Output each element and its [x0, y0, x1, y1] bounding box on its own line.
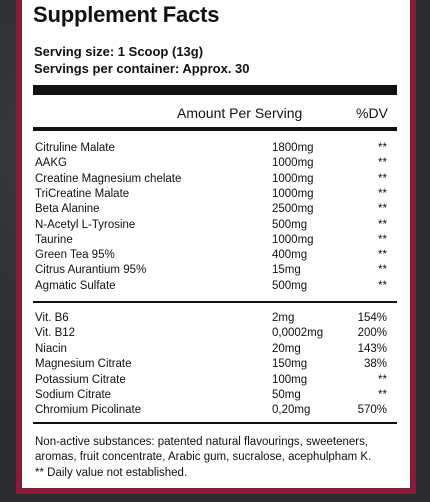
- ingredient-dv: **: [378, 203, 387, 216]
- ingredient-amount: 400mg: [272, 249, 308, 262]
- ingredient-name: Taurine: [35, 233, 73, 246]
- ingredient-dv: **: [378, 157, 387, 170]
- ingredient-row: [22, 312, 410, 328]
- ingredient-name: Green Tea 95%: [35, 249, 115, 262]
- ingredient-row: [22, 389, 410, 405]
- ingredient-name: Creatine Magnesium chelate: [35, 172, 182, 185]
- ingredient-dv: **: [378, 279, 387, 292]
- ingredient-dv: **: [378, 249, 387, 262]
- ingredient-amount: 500mg: [272, 218, 308, 231]
- ingredient-row: [22, 249, 410, 265]
- label-title: Supplement Facts: [33, 2, 220, 27]
- ingredient-dv: **: [378, 172, 387, 185]
- ingredient-amount: 0,20mg: [272, 404, 311, 417]
- serving-size: Serving size: 1 Scoop (13g): [34, 44, 204, 59]
- ingredient-row: [22, 219, 410, 235]
- ingredient-row: [22, 203, 410, 219]
- thick-divider: [33, 85, 397, 95]
- ingredient-amount: 1000mg: [272, 187, 314, 200]
- ingredient-row: [22, 157, 410, 173]
- dv-header: %DV: [356, 105, 388, 121]
- ingredient-row: [22, 280, 410, 296]
- ingredient-amount: 20mg: [272, 342, 301, 355]
- ingredient-row: [22, 142, 410, 158]
- ingredient-amount: 1000mg: [272, 233, 314, 246]
- ingredient-name: Chromium Picolinate: [35, 404, 142, 417]
- ingredient-amount: 500mg: [272, 279, 308, 292]
- ingredient-dv: 38%: [363, 358, 387, 371]
- ingredient-amount: 1000mg: [272, 172, 314, 185]
- ingredient-amount: 2500mg: [272, 203, 314, 216]
- ingredient-dv: **: [378, 264, 387, 277]
- ingredient-dv: **: [378, 218, 387, 231]
- ingredient-amount: 50mg: [272, 389, 301, 401]
- ingredient-dv: **: [378, 389, 387, 401]
- ingredient-name: TriCreatine Malate: [35, 187, 130, 200]
- header-divider: [33, 127, 397, 131]
- ingredient-amount: 150mg: [272, 358, 308, 371]
- ingredient-row: [22, 188, 410, 204]
- footer-divider: [33, 422, 397, 424]
- ingredient-dv: **: [378, 142, 387, 154]
- ingredient-name: Niacin: [35, 342, 67, 355]
- ingredient-row: [22, 343, 410, 359]
- ingredient-dv: 154%: [357, 312, 387, 324]
- ingredient-name: Vit. B12: [35, 327, 76, 340]
- ingredient-name: Citrus Aurantium 95%: [35, 264, 147, 277]
- ingredient-dv: 570%: [357, 404, 387, 417]
- amount-header: Amount Per Serving: [177, 105, 303, 121]
- ingredient-name: Agmatic Sulfate: [35, 279, 116, 292]
- ingredient-row: [22, 234, 410, 250]
- ingredient-row: [22, 173, 410, 189]
- ingredient-name: AAKG: [35, 157, 67, 170]
- ingredient-name: Beta Alanine: [35, 203, 100, 216]
- ingredient-row: [22, 404, 410, 420]
- ingredient-amount: 2mg: [272, 312, 295, 324]
- servings-per-container: Servings per container: Approx. 30: [34, 61, 250, 76]
- ingredient-name: Sodium Citrate: [35, 389, 112, 401]
- ingredient-amount: 15mg: [272, 264, 301, 277]
- ingredient-dv: **: [378, 187, 387, 200]
- ingredient-name: Vit. B6: [35, 312, 69, 324]
- non-active-substances: Non-active substances: patented natural flavourings, sweeteners, aromas, fruit concentrate, Arabic gum, sucralose, acephulpham K.: [35, 436, 372, 463]
- section-divider: [33, 301, 397, 303]
- daily-value-note: ** Daily value not established.: [35, 467, 188, 479]
- ingredient-dv: **: [378, 233, 387, 246]
- ingredient-name: Magnesium Citrate: [35, 358, 132, 371]
- ingredient-name: Citruline Malate: [35, 142, 115, 154]
- ingredient-row: [22, 264, 410, 280]
- ingredient-amount: 0,0002mg: [272, 327, 324, 340]
- ingredient-name: N-Acetyl L-Tyrosine: [35, 218, 136, 231]
- ingredient-amount: 1800mg: [272, 142, 314, 154]
- ingredient-row: [22, 358, 410, 374]
- ingredient-row: [22, 374, 410, 390]
- ingredient-dv: 200%: [357, 327, 387, 340]
- ingredient-dv: 143%: [357, 342, 387, 355]
- ingredient-dv: **: [378, 373, 387, 386]
- ingredient-amount: 100mg: [272, 373, 308, 386]
- supplement-facts-panel: [22, 0, 410, 488]
- ingredient-row: [22, 327, 410, 343]
- ingredient-name: Potassium Citrate: [35, 373, 126, 386]
- ingredient-amount: 1000mg: [272, 157, 314, 170]
